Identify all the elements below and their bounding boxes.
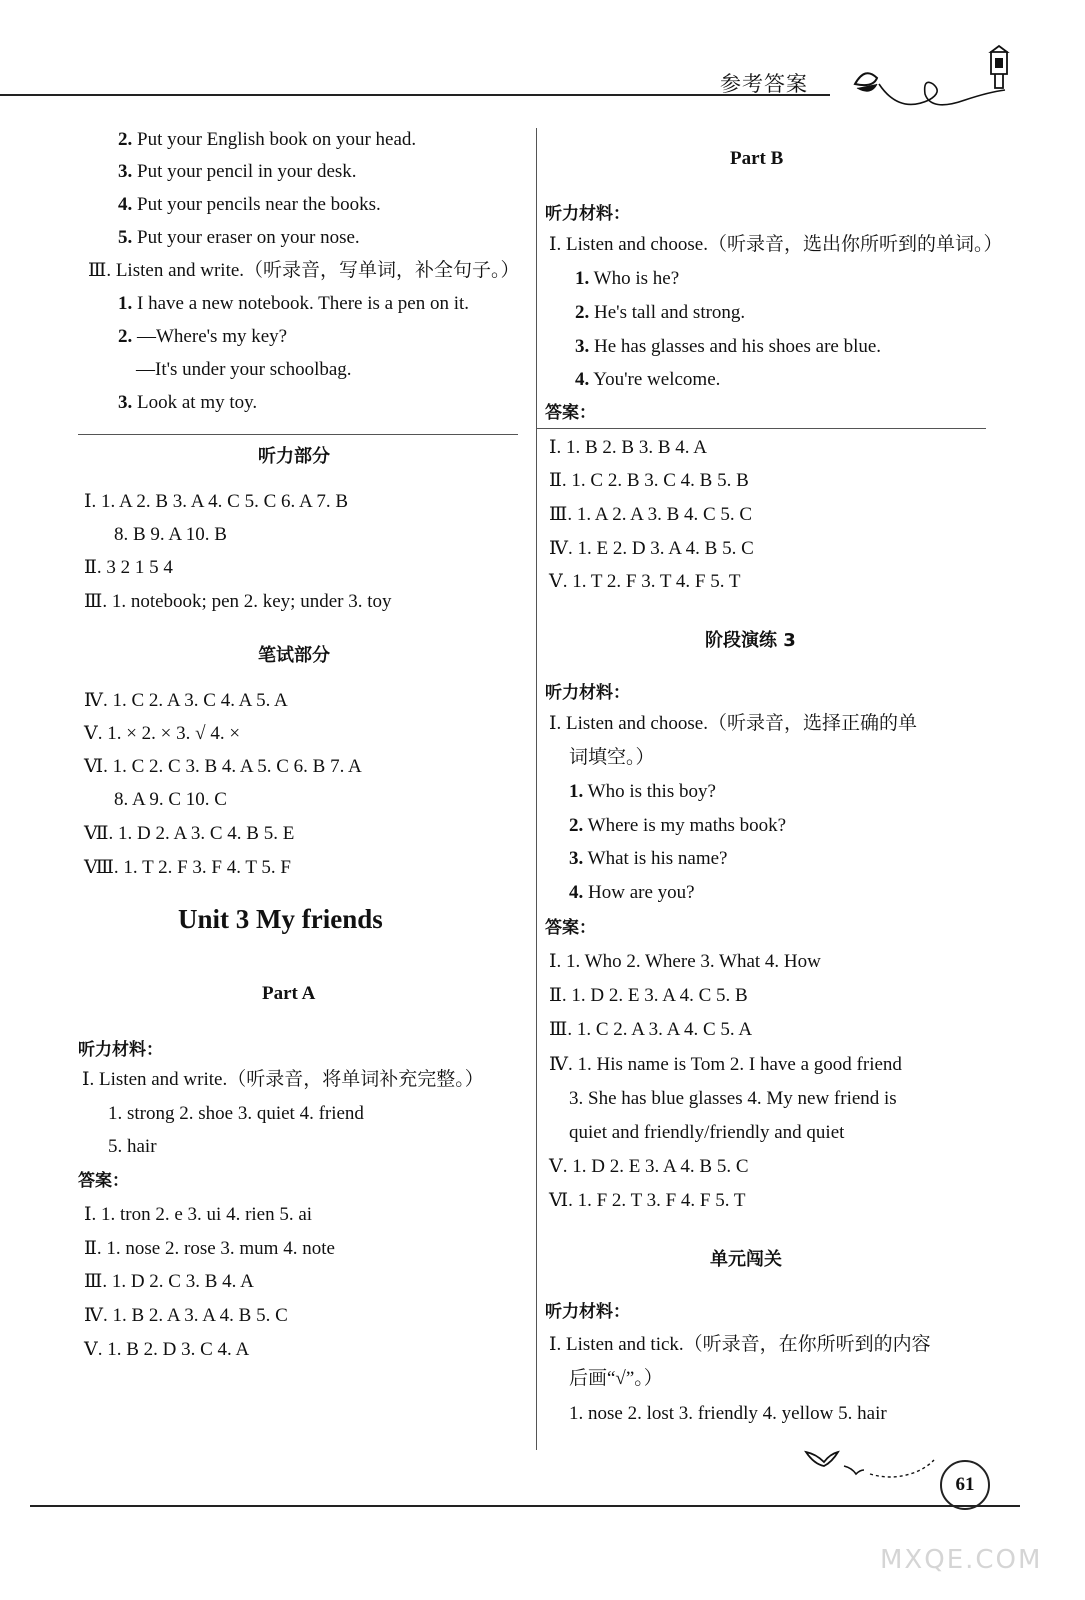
answer-line: 3. She has blue glasses 4. My new friend is: [569, 1088, 897, 1109]
answer-label: 答案：: [78, 1171, 129, 1191]
answer-line: Ⅲ. 1. notebook; pen 2. key; under 3. toy: [84, 591, 392, 612]
answer-line: Ⅵ. 1. C 2. C 3. B 4. A 5. C 6. B 7. A: [84, 756, 362, 777]
listening-line: 2. —Where's my key?: [118, 326, 288, 347]
answer-line: Ⅱ. 3 2 1 5 4: [84, 557, 173, 578]
answer-line: 8. A 9. C 10. C: [114, 789, 227, 810]
dove-decoration-icon: [800, 1440, 940, 1490]
answer-line: Ⅱ. 1. nose 2. rose 3. mum 4. note: [84, 1238, 335, 1259]
answer-line: Ⅰ. 1. A 2. B 3. A 4. C 5. C 6. A 7. B: [84, 491, 349, 512]
word-list-line: 1. strong 2. shoe 3. quiet 4. friend: [108, 1103, 364, 1124]
section-title: Ⅰ. Listen and tick.（听录音，在你所听到的内容: [549, 1334, 931, 1355]
written-heading: 笔试部分: [258, 645, 330, 666]
listening-line: 1. I have a new notebook. There is a pen on it.: [118, 293, 470, 314]
listening-line: 3. Look at my toy.: [118, 392, 258, 413]
instruction-line: 4. Put your pencils near the books.: [118, 194, 381, 215]
answer-line: Ⅴ. 1. × 2. × 3. √ 4. ×: [84, 723, 241, 744]
section-rule: [78, 434, 518, 435]
listening-line: 4. How are you?: [569, 882, 695, 903]
watermark-text: MXQE.COM: [880, 1545, 1043, 1575]
answer-line: Ⅴ. 1. D 2. E 3. A 4. B 5. C: [549, 1156, 749, 1177]
unit-challenge-heading: 单元闯关: [710, 1249, 782, 1270]
answer-line: Ⅶ. 1. D 2. A 3. C 4. B 5. E: [84, 823, 295, 844]
header-rule: [0, 94, 830, 96]
material-label: 听力材料：: [78, 1040, 163, 1060]
answer-line: Ⅱ. 1. C 2. B 3. C 4. B 5. B: [549, 470, 749, 491]
answer-line: Ⅲ. 1. D 2. C 3. B 4. A: [84, 1271, 254, 1292]
material-label: 听力材料：: [545, 204, 630, 224]
section-title: 后画“√”。）: [569, 1368, 663, 1389]
word-list-line: 1. nose 2. lost 3. friendly 4. yellow 5. hair: [569, 1403, 887, 1424]
answer-line: Ⅵ. 1. F 2. T 3. F 4. F 5. T: [549, 1190, 746, 1211]
section-rule: [536, 428, 986, 429]
part-b-heading: Part B: [730, 148, 784, 169]
answer-line: Ⅰ. 1. tron 2. e 3. ui 4. rien 5. ai: [84, 1204, 313, 1225]
listening-line: 3. What is his name?: [569, 848, 728, 869]
answer-line: 8. B 9. A 10. B: [114, 524, 227, 545]
listening-line: 2. Where is my maths book?: [569, 815, 787, 836]
answer-line: Ⅴ. 1. T 2. F 3. T 4. F 5. T: [549, 571, 741, 592]
material-label: 听力材料：: [545, 683, 630, 703]
section-title: Ⅲ. Listen and write.（听录音，写单词，补全句子。）: [88, 260, 520, 281]
answer-line: Ⅷ. 1. T 2. F 3. F 4. T 5. F: [84, 857, 291, 878]
footer-rule: [30, 1505, 1020, 1507]
listening-line: —It's under your schoolbag.: [136, 359, 352, 380]
answer-label: 答案：: [545, 918, 596, 938]
section-title: Ⅰ. Listen and write.（听录音，将单词补充完整。）: [82, 1069, 484, 1090]
answer-line: Ⅲ. 1. A 2. A 3. B 4. C 5. C: [549, 504, 753, 525]
part-a-heading: Part A: [262, 983, 316, 1004]
listening-heading: 听力部分: [258, 446, 330, 467]
listening-line: 1. Who is he?: [575, 268, 680, 289]
listening-line: 2. He's tall and strong.: [575, 302, 746, 323]
answer-line: Ⅳ. 1. B 2. A 3. A 4. B 5. C: [84, 1305, 288, 1326]
section-title: Ⅰ. Listen and choose.（听录音，选择正确的单: [549, 713, 917, 734]
answer-line: Ⅳ. 1. His name is Tom 2. I have a good friend: [549, 1054, 902, 1075]
material-label: 听力材料：: [545, 1302, 630, 1322]
answer-label: 答案：: [545, 403, 596, 423]
listening-line: 1. Who is this boy?: [569, 781, 716, 802]
word-list-line: 5. hair: [108, 1136, 157, 1157]
answer-line: Ⅰ. 1. Who 2. Where 3. What 4. How: [549, 951, 821, 972]
column-divider: [536, 128, 537, 1450]
answer-line: Ⅱ. 1. D 2. E 3. A 4. C 5. B: [549, 985, 748, 1006]
answer-line: Ⅴ. 1. B 2. D 3. C 4. A: [84, 1339, 250, 1360]
answer-line: quiet and friendly/friendly and quiet: [569, 1122, 845, 1143]
answer-line: Ⅳ. 1. C 2. A 3. C 4. A 5. A: [84, 690, 288, 711]
answer-line: Ⅲ. 1. C 2. A 3. A 4. C 5. A: [549, 1019, 753, 1040]
stage-practice-heading: 阶段演练 3: [705, 630, 796, 651]
butterfly-lamp-decoration-icon: [845, 44, 1035, 108]
listening-line: 4. You're welcome.: [575, 369, 721, 390]
section-title: Ⅰ. Listen and choose.（听录音，选出你所听到的单词。）: [549, 234, 1003, 255]
section-title: 词填空。）: [569, 747, 655, 768]
instruction-line: 5. Put your eraser on your nose.: [118, 227, 360, 248]
listening-line: 3. He has glasses and his shoes are blue.: [575, 336, 882, 357]
page-number: 61: [940, 1460, 990, 1510]
answer-line: Ⅳ. 1. E 2. D 3. A 4. B 5. C: [549, 538, 754, 559]
answer-line: Ⅰ. 1. B 2. B 3. B 4. A: [549, 437, 707, 458]
unit-title: Unit 3 My friends: [178, 904, 383, 934]
instruction-line: 3. Put your pencil in your desk.: [118, 161, 357, 182]
header-title: 参考答案: [720, 72, 808, 96]
instruction-line: 2. Put your English book on your head.: [118, 129, 417, 150]
